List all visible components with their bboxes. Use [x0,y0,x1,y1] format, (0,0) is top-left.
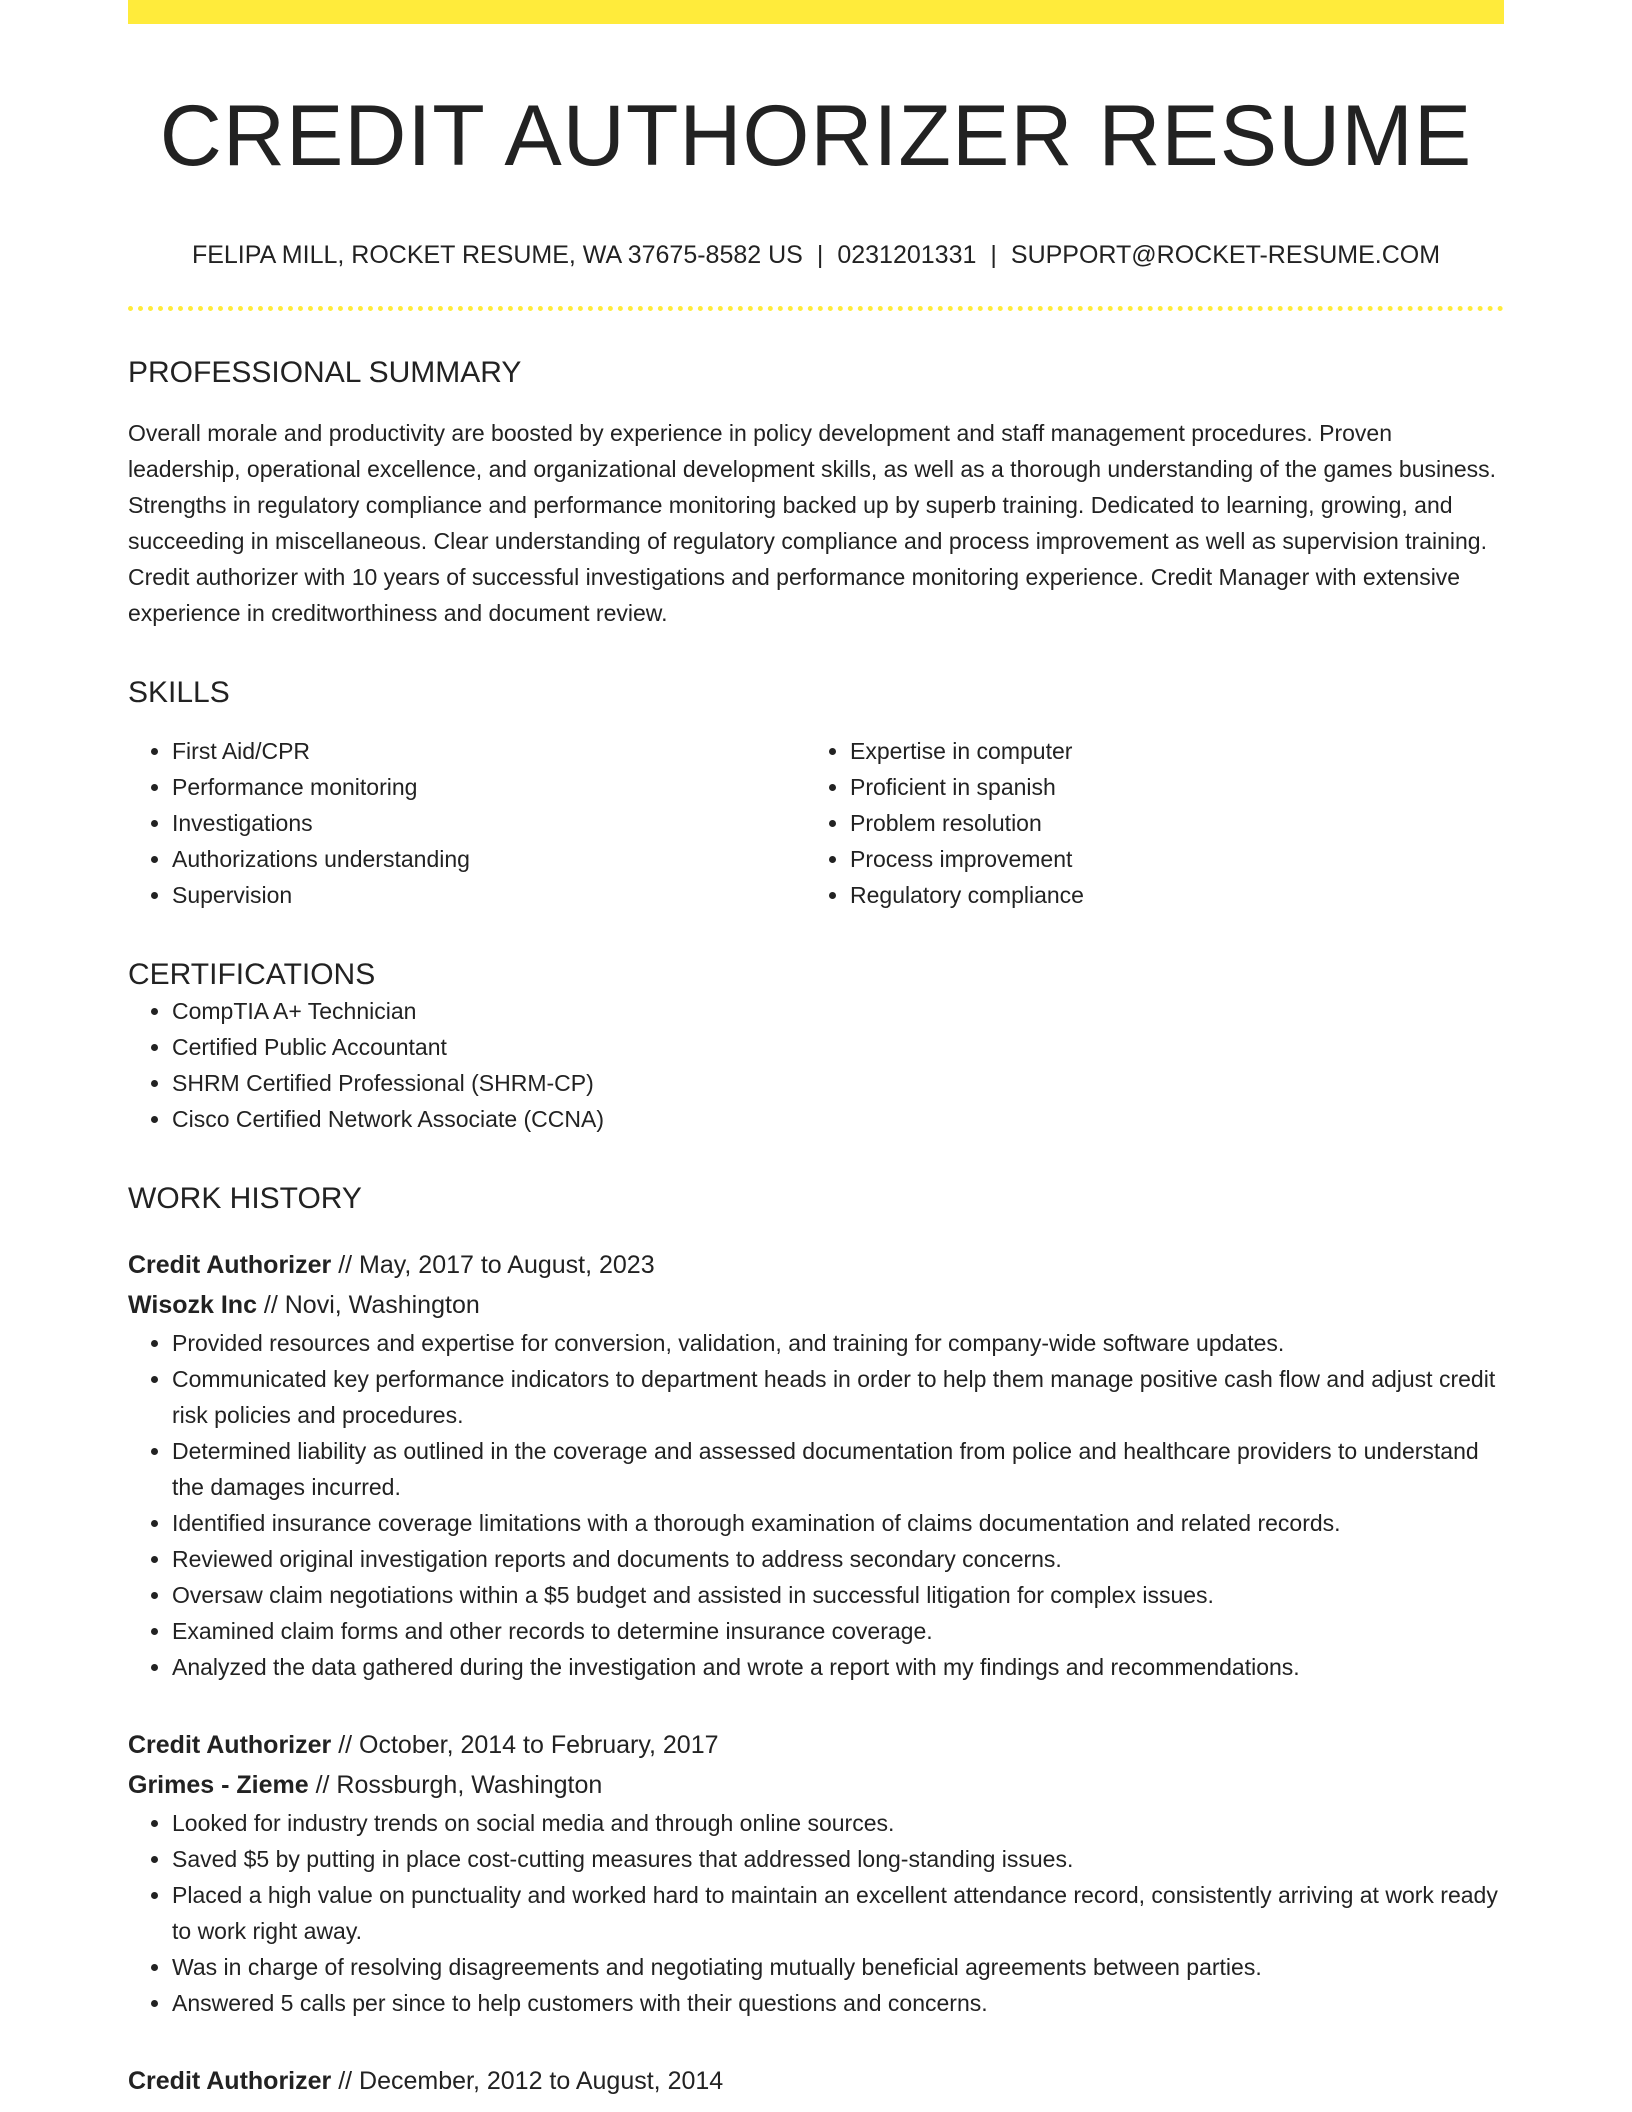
skill-item: • Regulatory compliance [850,877,1484,913]
job-entry [128,1245,1504,1685]
contact-email: SUPPORT@ROCKET-RESUME.COM [1010,241,1441,269]
certification-item: • SHRM Certified Professional (SHRM-CP) [172,1065,1504,1101]
job-duty: • Placed a high value on punctuality and worked hard to maintain an excellent attendance record, consistently arriving at work ready to work right away. [172,1877,1504,1949]
skills-grid [128,733,1504,913]
job-entry [128,1725,1504,2021]
job-title-line [128,1725,1504,1765]
job-duties-list [128,1805,1504,2021]
job-duty: • Examined claim forms and other records to determine insurance coverage. [172,1613,1504,1649]
skills-list-left [128,733,806,913]
contact-separator: | [816,241,824,269]
job-company-line [128,1285,1504,1325]
job-duty: • Reviewed original investigation reports and documents to address secondary concerns. [172,1541,1504,1577]
job-dates: // October, 2014 to February, 2017 [331,1731,719,1759]
job-title-line [128,1245,1504,1285]
skills-column-left [128,733,806,913]
certification-item: • Certified Public Accountant [172,1029,1504,1065]
job-duties-list [128,1325,1504,1685]
job-duty: • Provided resources and expertise for conversion, validation, and training for company-wide software updates. [172,1325,1504,1361]
job-duty: • Answered 5 calls per since to help customers with their questions and concerns. [172,1985,1504,2021]
job-dates: // May, 2017 to August, 2023 [331,1251,655,1279]
job-duty: • Looked for industry trends on social media and through online sources. [172,1805,1504,1841]
job-title: Credit Authorizer [128,1251,332,1279]
job-entry [128,2061,1504,2101]
skill-item: • Investigations [172,805,806,841]
contact-separator: | [990,241,997,269]
job-company-line [128,1765,1504,1805]
job-title: Credit Authorizer [128,2067,332,2095]
work-history-heading: WORK HISTORY [128,1182,362,1215]
contact-line [128,240,1504,270]
certifications-list [128,993,1504,1137]
contact-phone: 0231201331 [837,241,977,269]
job-duty: • Analyzed the data gathered during the investigation and wrote a report with my findings and recommendations. [172,1649,1504,1685]
accent-top-bar [128,0,1504,24]
job-location: // Novi, Washington [256,1291,480,1319]
job-duty: • Identified insurance coverage limitations with a thorough examination of claims documentation and related records. [172,1505,1504,1541]
page-title: CREDIT AUTHORIZER RESUME [159,88,1473,184]
skill-item: • Problem resolution [850,805,1484,841]
skills-heading: SKILLS [128,676,230,709]
job-duty: • Saved $5 by putting in place cost-cutting measures that addressed long-standing issues. [172,1841,1504,1877]
skill-item: • Performance monitoring [172,769,806,805]
summary-text: Overall morale and productivity are boosted by experience in policy development and staff management procedures. Proven leadership, operational excellence, and organizational development skills, as well as a thorough understanding of the games business. Strengths in regulatory compliance and performance monitoring backed up by superb training. Dedicated to learning, growing, and succeeding in miscellaneous. Clear understanding of regulatory compliance and process improvement as well as supervision training. Credit authorizer with 10 years of successful investigations and performance monitoring experience. Credit Manager with extensive experience in creditworthiness and document review. [128,420,1497,626]
job-duty: • Oversaw claim negotiations within a $5 budget and assisted in successful litigation for complex issues. [172,1577,1504,1613]
certifications-heading: CERTIFICATIONS [128,958,376,991]
job-company: Wisozk Inc [128,1291,257,1319]
certification-item: • CompTIA A+ Technician [172,993,1504,1029]
skill-item: • Proficient in spanish [850,769,1484,805]
skill-item: • Expertise in computer [850,733,1484,769]
skills-column-right [806,733,1484,913]
certification-item: • Cisco Certified Network Associate (CCNA) [172,1101,1504,1137]
job-title: Credit Authorizer [128,1731,332,1759]
resume-page [128,0,1504,2101]
skill-item: • First Aid/CPR [172,733,806,769]
job-title-line [128,2061,1504,2101]
skill-item: • Process improvement [850,841,1484,877]
job-company: Grimes - Zieme [128,1771,309,1799]
job-duty: • Communicated key performance indicators to department heads in order to help them manage positive cash flow and adjust credit risk policies and procedures. [172,1361,1504,1433]
skill-item: • Supervision [172,877,806,913]
skills-list-right [806,733,1484,913]
summary-heading: PROFESSIONAL SUMMARY [128,356,522,389]
job-dates: // December, 2012 to August, 2014 [331,2067,724,2095]
job-duty: • Determined liability as outlined in the coverage and assessed documentation from police and healthcare providers to understand the damages incurred. [172,1433,1504,1505]
skill-item: • Authorizations understanding [172,841,806,877]
job-location: // Rossburgh, Washington [308,1771,603,1799]
job-duty: • Was in charge of resolving disagreements and negotiating mutually beneficial agreements between parties. [172,1949,1504,1985]
contact-address: FELIPA MILL, ROCKET RESUME, WA 37675-8582 US [191,241,803,269]
dotted-divider [128,306,1504,311]
